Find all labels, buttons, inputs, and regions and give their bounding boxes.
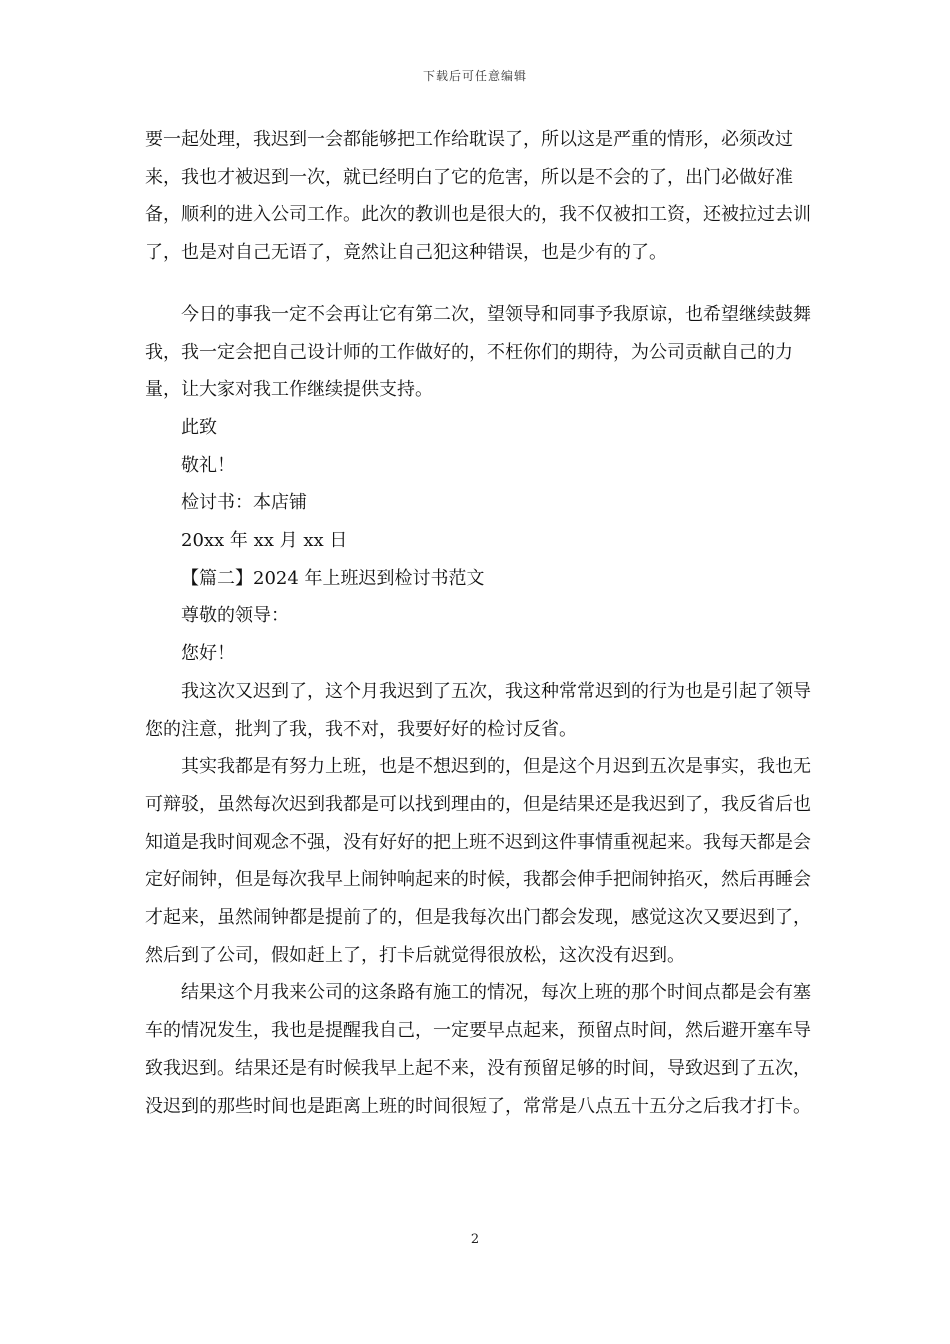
paragraph-3: 我这次又迟到了，这个月我迟到了五次，我这种常常迟到的行为也是引起了领导您的注意，批判了我，我不对，我要好好的检讨反省。 [145, 680, 811, 740]
greeting: 您好！ [181, 643, 235, 665]
paragraph-4: 其实我都是有努力上班，也是不想迟到的，但是这个月迟到五次是事实，我也无可辩驳，虽然每次迟到我都是可以找到理由的，但是结果还是我迟到了，我反省后也知道是我时间观念不强，没有好好的把上班不迟到这件事情重视起来。我每天都是会定好闹钟，但是每次我早上闹钟响起来的时候，我都会伸手把闹钟掐灭，然后再睡会才起来，虽然闹钟都是提前了的，但是我每次出门都会发现，感觉这次又要迟到了，然后到了公司，假如赶上了，打卡后就觉得很放松，这次没有迟到。 [145, 756, 811, 966]
paragraph-1: 要一起处理，我迟到一会都能够把工作给耽误了，所以这是严重的情形，必须改过来，我也才被迟到一次，就已经明白了它的危害，所以是不会的了，出门必做好准备，顺利的进入公司工作。此次的教训也是很大的，我不仅被扣工资，还被拉过去训了，也是对自己无语了，竟然让自己犯这种错误，也是少有的了。 [145, 129, 811, 264]
section-title: 【篇二】2024 年上班迟到检讨书范文 [181, 567, 485, 589]
paragraph-gap [145, 272, 825, 296]
paragraph-2: 今日的事我一定不会再让它有第二次，望领导和同事予我原谅，也希望继续鼓舞我，我一定会把自己设计师的工作做好的，不枉你们的期待，为公司贡献自己的力量，让大家对我工作继续提供支持。 [145, 303, 811, 401]
page-header: 下载后可任意编辑 [422, 69, 527, 83]
signature-line: 检讨书：本店铺 [181, 492, 307, 514]
date-line: 20xx 年 xx 月 xx 日 [181, 530, 348, 552]
paragraph-5: 结果这个月我来公司的这条路有施工的情况，每次上班的那个时间点都是会有塞车的情况发生，我也是提醒我自己，一定要早点起来，预留点时间，然后避开塞车导致我迟到。结果还是有时候我早上起不来，没有预留足够的时间，导致迟到了五次，没迟到的那些时间也是距离上班的时间很短了，常常是八点五十五分之后我才打卡。 [145, 982, 811, 1117]
salutation: 尊敬的领导： [181, 605, 289, 627]
closing-line-1: 此致 [181, 416, 217, 438]
page-number: 2 [470, 1232, 480, 1247]
closing-line-2: 敬礼！ [181, 454, 235, 476]
document-body [145, 121, 825, 1125]
